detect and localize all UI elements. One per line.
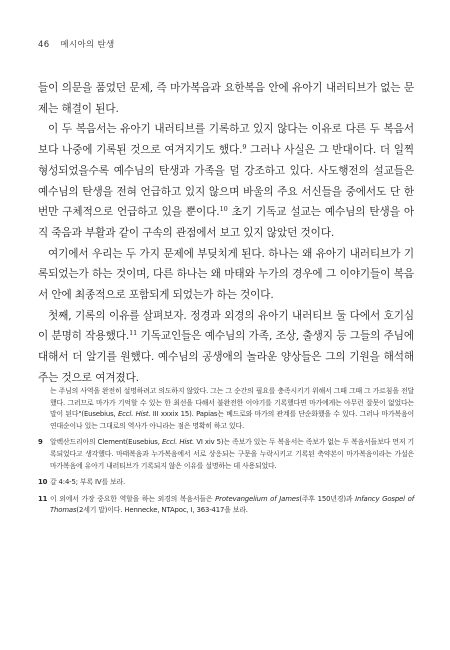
body-paragraph — [38, 306, 414, 389]
footnote-number: 10 — [38, 478, 48, 487]
italic-title: Protevangelium of James — [215, 494, 300, 503]
text-run: (주후 150년경)과 — [299, 494, 356, 503]
text-run: (2세기 말)이다. Hennecke, NTApoc, I, 363-417을 보라. — [76, 506, 248, 515]
text-run: 그러나 사실은 그 반대이다. 더 일찍 형성되었을수록 예수님의 탄생과 가족을 덜 강조하고 있다. 사도행전의 설교들은 예수님의 탄생을 전혀 언급하고 있지 않으며 바울의 주요 서신들을 중에서도 단 한 번만 구체적으로 언급하고 있을 뿐이다. — [38, 144, 414, 219]
text-run: 기독교인들은 예수님의 가족, 조상, 출생지 등 그들의 주님에 대해서 더 알기를 원했다. 예수님의 공생애의 놀라운 양상들은 그의 기원을 해석해 주는 것으로 여겨졌다. — [38, 330, 414, 384]
text-run: VI xiv 5)는 족보가 있는 두 복음서는 족보가 없는 두 복음서들보다 먼저 기록되었다고 생각했다. 마태복음과 누가복음에서 서로 상응되는 구문을 누락시키고 기록된 축약본이 마가복음이라는 가설은 마가복음에 유아기 내러티브가 기록되지 않은 이유를 설명하는 데 사용되었다. — [50, 438, 414, 470]
footnote-continuation — [38, 386, 414, 432]
text-run: 알렉산드리아의 Clement(Eusebius, — [50, 438, 162, 447]
text-run: 이 외에서 가장 중요한 역할을 하는 외경의 복음서들은 — [50, 494, 216, 503]
footnote-number: 9 — [38, 438, 43, 447]
footnote-number: 11 — [38, 494, 48, 503]
text-run: 는 주님의 사역을 완전히 설명하려고 의도하지 않았다. 그는 그 순간의 필요를 충족시키기 위해서 그때 그때 그 가르침을 전달했다. 그러므로 마가가 기억할 수 있는 한 최선을 다해서 불완전한 이야기를 기록했다면 마가에게는 아무런 잘못이 없었다는 말이 된다"(Eusebius, — [50, 387, 414, 419]
italic-title: Eccl. Hist. — [161, 438, 195, 447]
body-paragraph — [38, 244, 414, 306]
footnote — [38, 477, 414, 489]
text-run: 여기에서 우리는 두 가지 문제에 부딪치게 된다. 하나는 왜 유아기 내러티브가 기록되었는가 하는 것이며, 다른 하나는 왜 마태와 누가의 경우에 그 이야기들이 복음서 안에 최종적으로 포함되게 되었는가 하는 것이다. — [38, 247, 414, 302]
body-paragraph — [38, 119, 414, 243]
footnote — [38, 437, 414, 472]
text-run: 초기 기독교 설교는 예수님의 탄생을 아직 죽음과 부활과 같이 구속의 관점에서 보고 있지 않았던 것이다. — [38, 206, 414, 239]
page-number: 46 — [38, 40, 50, 50]
italic-title: Eccl. Hist. — [117, 410, 151, 419]
italic-title: Infancy Gospel of Thomas — [50, 494, 414, 515]
footnote-ref: 11 — [129, 329, 138, 338]
footnotes — [38, 386, 414, 522]
running-header — [38, 38, 115, 50]
footnote-ref: 10 — [219, 205, 228, 214]
text-run: III xxxix 15). Papias는 베드로와 마가의 관계를 단순화했을 수 있다. 그러나 마가복음이 연대순이나 있는 그대로의 역사가 아니라는 점은 명확히 하고 있다. — [50, 410, 414, 430]
text-run: 들이 의문을 품었던 문제, 즉 마가복음과 요한복음 안에 유아기 내러티브가 없는 문제는 해결이 된다. — [38, 82, 414, 115]
text-run: 첫째, 기록의 이유를 살펴보자. 정경과 외경의 유아기 내러티브 둘 다에서 호기심이 분명히 작용했다. — [38, 309, 414, 343]
footnote-ref: 9 — [242, 143, 247, 152]
text-run: 이 두 복음서는 유아기 내러티브를 기록하고 있지 않다는 이유로 다른 두 복음서보다 나중에 기록된 것으로 여겨지기도 했다. — [38, 123, 414, 157]
main-text — [38, 78, 414, 389]
body-paragraph — [38, 78, 414, 119]
footnote — [38, 494, 414, 517]
running-title: 메시아의 탄생 — [60, 40, 115, 50]
text-run: 갈 4:4-5; 부록 IV를 보라. — [50, 478, 126, 487]
